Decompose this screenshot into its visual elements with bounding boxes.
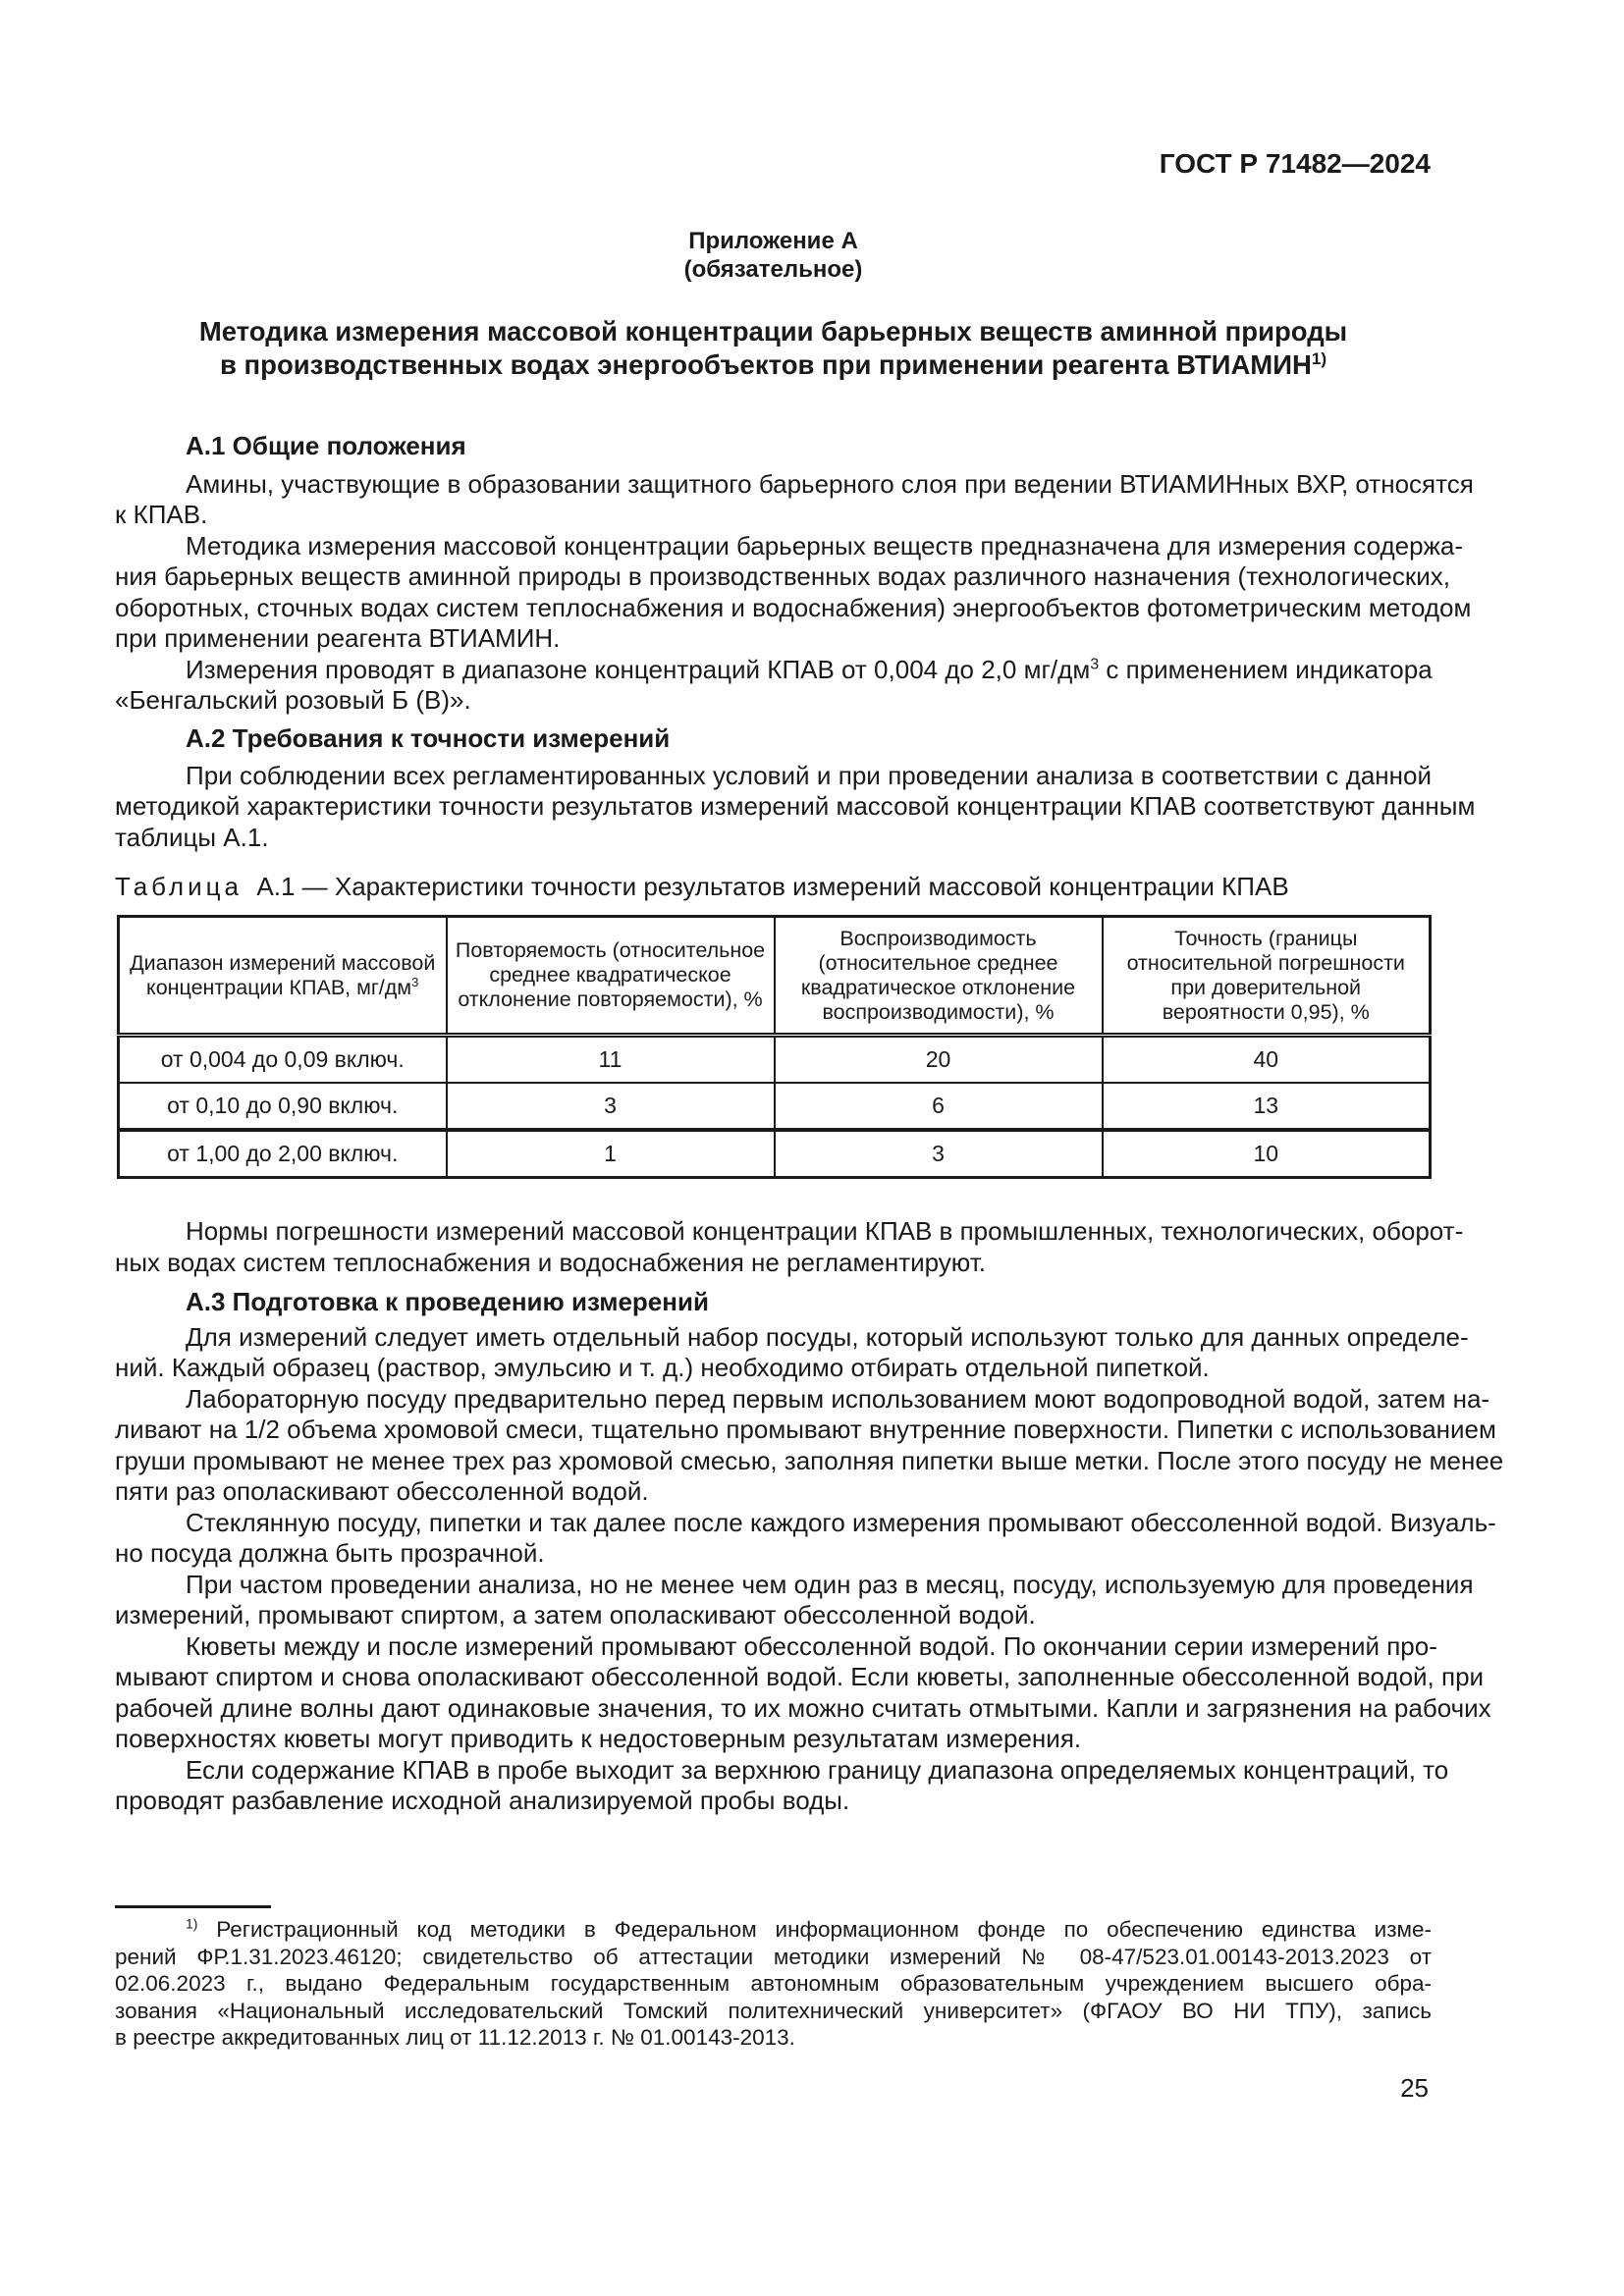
range-text-tail: с применением индикатора: [1099, 654, 1433, 684]
superscript: 3: [411, 974, 419, 989]
paragraph-line: [115, 655, 1432, 686]
paragraph-line: «Бенгальский розовый Б (В)».: [115, 685, 471, 715]
superscript: 3: [1090, 654, 1100, 672]
paragraph-line: методикой характеристики точности результатов измерений массовой концентрации КПАВ соответствуют данным: [115, 791, 1476, 821]
title-line-2-text: в производственных водах энергообъектов при применении реагента ВТИАМИН: [220, 349, 1312, 380]
paragraph-line: груши промывают не менее трех раз хромовой смесью, заполняя пипетки выше метки. После этого посуду не менее: [115, 1445, 1504, 1475]
paragraph-line: Стеклянную посуду, пипетки и так далее после каждого измерения промывают обессоленной водой. Визуаль-: [186, 1507, 1496, 1537]
norms-paragraph: [115, 1216, 1464, 1278]
paragraph-line: ний. Каждый образец (раствор, эмульсию и т. д.) необходимо отбирать отдельной пипеткой.: [115, 1353, 1210, 1382]
cell-accuracy: 13: [1103, 1083, 1431, 1130]
paragraph-line: Методика измерения массовой концентрации барьерных веществ предназначена для измерения содержа-: [186, 530, 1464, 561]
paragraph-line: пяти раз ополаскивают обессоленной водой.: [115, 1476, 649, 1506]
cell-repeatability: 1: [447, 1130, 775, 1178]
accuracy-table: [117, 915, 1432, 1179]
document-title: [115, 315, 1432, 382]
paragraph-line: ливают на 1/2 объема хромовой смеси, тщательно промывают внутренние поверхности. Пипетки с использованием: [115, 1415, 1496, 1444]
paragraph-line: рабочей длине волны дают одинаковые значения, то их можно считать отмытыми. Капли и загрязнения на рабочих: [115, 1692, 1491, 1723]
footnote-mark: 1): [186, 1915, 198, 1932]
standard-number-header: ГОСТ Р 71482—2024: [1159, 148, 1431, 179]
paragraph-line: ных водах систем теплоснабжения и водоснабжения не регламентируют.: [115, 1247, 986, 1277]
table-caption-text: А.1 — Характеристики точности результатов измерений массовой концентрации КПАВ: [256, 872, 1289, 901]
annex-status: (обязательное): [683, 256, 863, 283]
footnote-line: в реестре аккредитованных лиц от 11.12.2013 г. № 01.00143-2013.: [115, 2025, 795, 2050]
footnote-text: Регистрационный код методики в Федеральном информационном фонде по обеспечению единства изме-: [197, 1917, 1432, 1942]
cell-accuracy: 10: [1103, 1130, 1431, 1178]
footnote-separator: [115, 1905, 271, 1908]
section-a1: [115, 431, 1474, 717]
section-a2: [115, 723, 1476, 853]
paragraph-line: оборотных, сточных водах систем теплоснабжения и водоснабжения) энергообъектов фотометрическим методом: [115, 592, 1472, 622]
cell-reproducibility: 6: [775, 1083, 1103, 1130]
paragraph-line: измерений, промывают спиртом, а затем ополаскивают обессоленной водой.: [115, 1600, 1036, 1629]
paragraph-line: Лабораторную посуду предварительно перед первым использованием моют водопроводной водой, затем на-: [186, 1383, 1490, 1414]
cell-reproducibility: 20: [775, 1036, 1103, 1084]
title-line-2: [115, 348, 1432, 382]
section-heading-a2: А.2 Требования к точности измерений: [186, 723, 671, 753]
cell-range: от 0,004 до 0,09 включ.: [119, 1036, 447, 1084]
range-text: Измерения проводят в диапазоне концентраций КПАВ от 0,004 до 2,0 мг/дм: [186, 654, 1091, 684]
table-row: [119, 1130, 1431, 1178]
section-a3: [115, 1287, 1504, 1817]
cell-reproducibility: 3: [775, 1130, 1103, 1178]
paragraph-line: При частом проведении анализа, но не менее чем один раз в месяц, посуду, используемую для проведения: [186, 1569, 1474, 1599]
footnote-line: рений ФР.1.31.2023.46120; свидетельство об аттестации методики измерений № 08-47/523.01.00143-2013.2023 от: [115, 1944, 1432, 1969]
paragraph-line: При соблюдении всех регламентированных условий и при проведении анализа в соответствии с данной: [186, 760, 1432, 790]
paragraph-line: поверхностях кюветы могут приводить к недостоверным результатам измерения.: [115, 1724, 1082, 1753]
cell-accuracy: 40: [1103, 1036, 1431, 1084]
column-header-reproducibility: Воспроизводимость (относительное среднее квадратическое отклонение воспроизводимости), %: [775, 917, 1103, 1036]
footnote: [115, 1916, 1432, 2052]
cell-repeatability: 3: [447, 1083, 775, 1130]
cell-repeatability: 11: [447, 1036, 775, 1084]
paragraph-line: проводят разбавление исходной анализируемой пробы воды.: [115, 1786, 850, 1815]
paragraph-line: Амины, участвующие в образовании защитного барьерного слоя при ведении ВТИАМИНных ВХР, относятся: [186, 468, 1474, 499]
column-header-repeatability: Повторяемость (относительное среднее квадратическое отклонение повторяемости), %: [447, 917, 775, 1036]
cell-range: от 0,10 до 0,90 включ.: [119, 1083, 447, 1130]
footnote-line: зования «Национальный исследовательский Томский политехнический университет» (ФГАОУ ВО НИ ТПУ), запись: [115, 1998, 1432, 2023]
paragraph-line: ния барьерных веществ аминной природы в производственных водах различного назначения (технологических,: [115, 561, 1450, 591]
section-heading-a1: А.1 Общие положения: [186, 431, 466, 460]
cell-range: от 1,00 до 2,00 включ.: [119, 1130, 447, 1178]
column-header-accuracy: Точность (границы относительной погрешности при доверительной вероятности 0,95), %: [1103, 917, 1431, 1036]
section-heading-a3: А.3 Подготовка к проведению измерений: [186, 1287, 709, 1316]
table-caption: [115, 872, 1289, 903]
paragraph-line: Для измерений следует иметь отдельный набор посуды, который используют только для данных определе-: [186, 1321, 1469, 1352]
footnote-line: [115, 1916, 1432, 1944]
column-header-range: [119, 917, 447, 1036]
table-row: [119, 1036, 1431, 1084]
title-footnote-link[interactable]: 1): [1311, 348, 1326, 368]
paragraph-line: таблицы А.1.: [115, 822, 269, 852]
annex-heading: [115, 227, 1432, 284]
table-header-row: [119, 917, 1431, 1036]
paragraph-line: к КПАВ.: [115, 500, 208, 529]
paragraph-line: Нормы погрешности измерений массовой концентрации КПАВ в промышленных, технологических, оборот-: [186, 1216, 1464, 1246]
column-header-text: Диапазон измерений массовой концентрации КПАВ, мг/дм: [130, 950, 436, 999]
footnote-line: 02.06.2023 г., выдано Федеральным государственным автономным образовательным учреждением высшего обра-: [115, 1971, 1432, 1996]
annex-title: Приложение А: [688, 228, 858, 254]
paragraph-line: при применении реагента ВТИАМИН.: [115, 623, 561, 653]
page-number: 25: [1400, 2073, 1429, 2103]
title-line-1: Методика измерения массовой концентрации барьерных веществ аминной природы: [198, 316, 1348, 347]
paragraph-line: но посуда должна быть прозрачной.: [115, 1538, 545, 1568]
paragraph-line: Если содержание КПАВ в пробе выходит за верхнюю границу диапазона определяемых концентраций, то: [186, 1754, 1449, 1785]
table-caption-label: Таблица: [115, 872, 243, 901]
paragraph-line: Кюветы между и после измерений промывают обессоленной водой. По окончании серии измерений про-: [186, 1630, 1437, 1661]
table-row: [119, 1083, 1431, 1130]
paragraph-line: мывают спиртом и снова ополаскивают обессоленной водой. Если кюветы, заполненные обессоленной водой, при: [115, 1662, 1485, 1691]
